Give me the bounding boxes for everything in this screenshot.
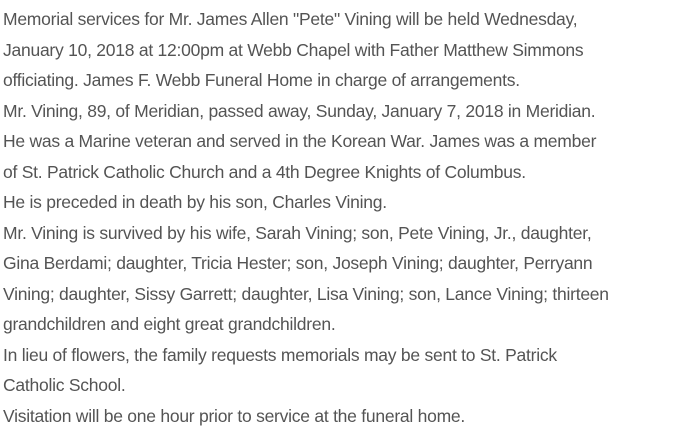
obituary-line: Catholic School.: [3, 375, 126, 395]
obituary-line: Mr. Vining is survived by his wife, Sarah Vining; son, Pete Vining, Jr., daughter,: [3, 222, 592, 243]
obituary-line: He is preceded in death by his son, Charles Vining.: [3, 192, 387, 212]
obituary-line: Visitation will be one hour prior to service at the funeral home.: [3, 405, 466, 426]
obituary-line: He was a Marine veteran and served in the Korean War. James was a member: [3, 131, 597, 151]
obituary-line: grandchildren and eight great grandchildren.: [3, 314, 336, 334]
obituary-line: Vining; daughter, Sissy Garrett; daughter, Lisa Vining; son, Lance Vining; thirteen: [3, 283, 609, 304]
obituary-line: In lieu of flowers, the family requests memorials may be sent to St. Patrick: [3, 344, 557, 365]
obituary-line: January 10, 2018 at 12:00pm at Webb Chapel with Father Matthew Simmons: [3, 39, 584, 60]
obituary-line: Gina Berdami; daughter, Tricia Hester; son, Joseph Vining; daughter, Perryann: [3, 253, 593, 273]
obituary-line: Memorial services for Mr. James Allen "Pete" Vining will be held Wednesday,: [3, 9, 578, 29]
obituary-line: of St. Patrick Catholic Church and a 4th Degree Knights of Columbus.: [3, 161, 526, 182]
obituary-line: officiating. James F. Webb Funeral Home in charge of arrangements.: [3, 70, 520, 90]
obituary-line: Mr. Vining, 89, of Meridian, passed away, Sunday, January 7, 2018 in Meridian.: [3, 100, 596, 121]
